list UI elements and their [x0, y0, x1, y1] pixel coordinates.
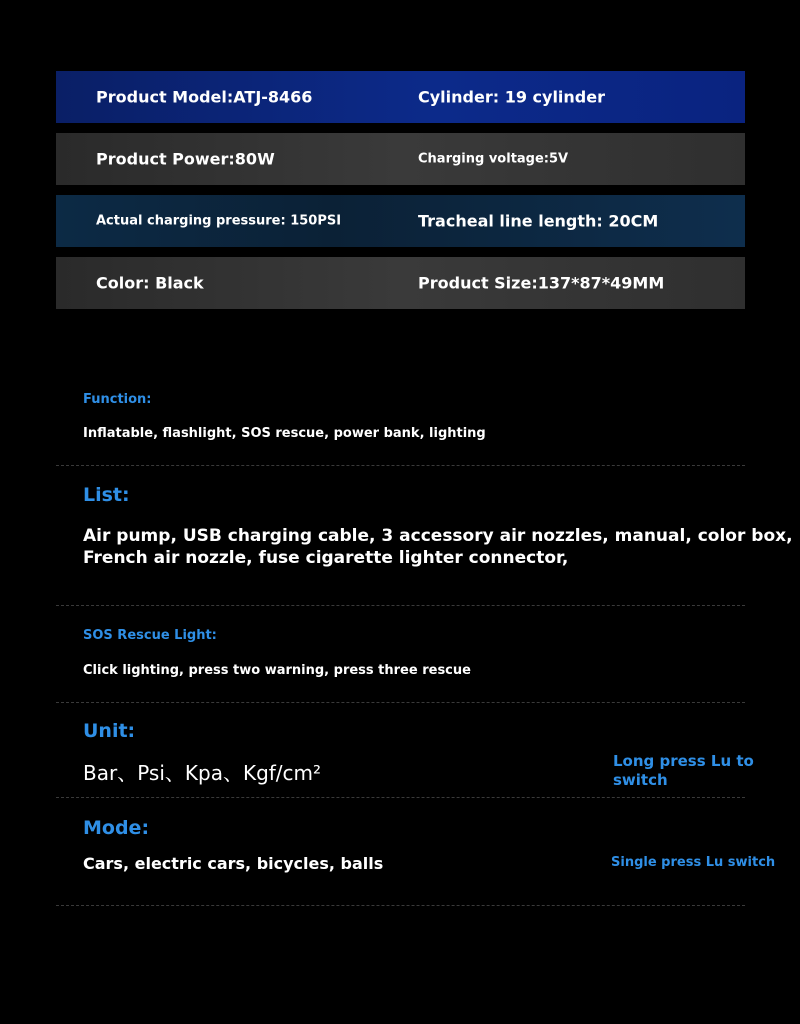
- spec-table: [56, 71, 745, 319]
- list-label: List:: [83, 484, 130, 506]
- mode-label: Mode:: [83, 817, 150, 839]
- spec-charging-pressure: Actual charging pressure: 150PSI: [96, 213, 342, 229]
- spec-row-power: [56, 133, 745, 185]
- unit-note-line-1: Long press Lu to: [613, 752, 754, 770]
- mode-text: Cars, electric cars, bicycles, balls: [83, 854, 384, 873]
- mode-note: Single press Lu switch: [611, 855, 776, 870]
- divider: [56, 905, 745, 906]
- list-line-2: French air nozzle, fuse cigarette lighter connector,: [83, 548, 569, 568]
- sos-label: SOS Rescue Light:: [83, 628, 217, 643]
- spec-product-model: Product Model:ATJ-8466: [96, 87, 313, 107]
- function-text: Inflatable, flashlight, SOS rescue, power bank, lighting: [83, 426, 486, 441]
- divider: [56, 465, 745, 466]
- divider: [56, 605, 745, 606]
- spec-product-size: Product Size:137*87*49MM: [418, 273, 665, 293]
- function-section: [56, 390, 745, 466]
- spec-product-power: Product Power:80W: [96, 149, 275, 169]
- unit-values: Bar、Psi、Kpa、Kgf/cm²: [83, 761, 322, 785]
- mode-section: [56, 817, 776, 907]
- spec-tracheal-length: Tracheal line length: 20CM: [418, 211, 659, 231]
- spec-row-model: [56, 71, 745, 123]
- spec-cylinder: Cylinder: 19 cylinder: [418, 87, 605, 107]
- function-label: Function:: [83, 392, 152, 407]
- spec-row-pressure: [56, 195, 745, 247]
- divider: [56, 702, 745, 703]
- spec-row-color: [56, 257, 745, 309]
- unit-section: [56, 720, 754, 798]
- unit-note-line-2: switch: [613, 771, 668, 789]
- spec-color: Color: Black: [96, 273, 204, 293]
- unit-label: Unit:: [83, 720, 136, 742]
- sos-section: [56, 626, 745, 703]
- divider: [56, 797, 745, 798]
- spec-charging-voltage: Charging voltage:5V: [418, 151, 569, 167]
- list-section: [56, 484, 793, 606]
- list-line-1: Air pump, USB charging cable, 3 accessory air nozzles, manual, color box,: [83, 526, 793, 546]
- sos-text: Click lighting, press two warning, press three rescue: [83, 663, 471, 678]
